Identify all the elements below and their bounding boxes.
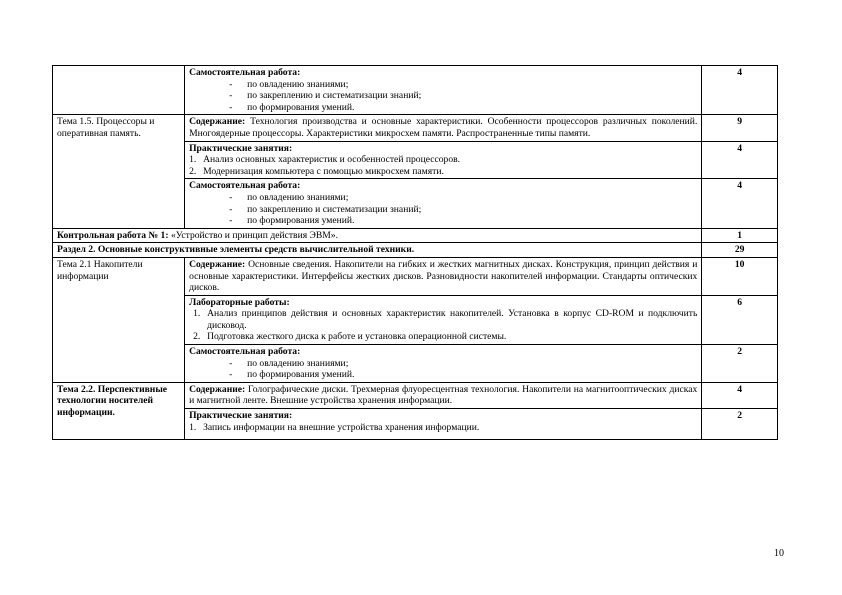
hours-cell: 10 <box>702 257 778 295</box>
hours-cell: 1 <box>702 228 778 243</box>
section-label: Самостоятельная работа: <box>189 180 301 192</box>
topic-cell <box>53 66 185 115</box>
topic-title: Тема 2.2. Перспективные технологии носителей информации. <box>57 383 168 419</box>
list-item: - по формирования умений. <box>189 215 697 227</box>
list-item: - по формирования умений. <box>189 102 697 114</box>
section-label: Лабораторные работы: <box>189 296 290 308</box>
list-item-text: Анализ принципов действия и основных характеристик накопителей. Установка в корпус CD-ROM и подключить дисковод. <box>207 308 698 331</box>
section-label: Самостоятельная работа: <box>189 346 301 358</box>
section-label: Практические занятия: <box>189 142 293 154</box>
list-item: - по овладению знаниями; <box>189 358 697 370</box>
list-item: 1. Анализ основных характеристик и особенностей процессоров. <box>189 154 461 166</box>
list-item-text: Модернизация компьютера с помощью микросхем памяти. <box>203 165 444 177</box>
content-cell <box>185 345 702 383</box>
topic-cell <box>53 115 185 228</box>
hours-cell: 4 <box>702 141 778 179</box>
dash-list <box>189 79 697 114</box>
content-cell <box>185 409 702 440</box>
section-label: Контрольная работа № 1: <box>57 229 169 241</box>
hours-cell: 2 <box>702 345 778 383</box>
numbered-list <box>189 154 697 177</box>
content-cell <box>185 115 702 141</box>
topic-cell <box>53 382 185 439</box>
topic-title: Тема 2.1 Накопители информации <box>57 258 143 282</box>
page-number: 10 <box>774 548 784 559</box>
list-item: - по закреплению и систематизации знаний; <box>189 90 697 102</box>
topic-title: Тема 1.5. Процессоры и оперативная память. <box>57 116 155 139</box>
hours-cell: 29 <box>702 243 778 258</box>
content-cell <box>185 66 702 115</box>
list-item: 1. Анализ принципов действия и основных характеристик накопителей. Установка в корпус CD-ROM и подключить дисковод. <box>193 308 698 331</box>
table-row <box>53 228 778 243</box>
section-label: Содержание: <box>189 383 246 395</box>
list-item-text: Анализ основных характеристик и особенностей процессоров. <box>203 154 461 166</box>
content-cell <box>185 382 702 408</box>
list-item-text: Подготовка жесткого диска к работе и установка операционной системы. <box>207 331 507 343</box>
section-label: Самостоятельная работа: <box>189 67 301 78</box>
section-heading-cell: Раздел 2. Основные конструктивные элементы средств вычислительной техники. <box>53 243 702 258</box>
content-cell <box>185 295 702 344</box>
list-item: 2. Подготовка жесткого диска к работе и установка операционной системы. <box>193 331 507 343</box>
list-item: - по овладению знаниями; <box>189 192 697 204</box>
control-work-cell <box>53 228 702 243</box>
dash-list <box>189 358 697 381</box>
table-row <box>53 243 778 258</box>
table-row <box>53 66 778 115</box>
topic-cell <box>53 257 185 382</box>
content-cell <box>185 257 702 295</box>
hours-cell: 4 <box>702 179 778 228</box>
hours-cell: 4 <box>702 382 778 408</box>
list-item: 2. Модернизация компьютера с помощью микросхем памяти. <box>189 165 444 177</box>
list-item: - по закреплению и систематизации знаний; <box>189 204 697 216</box>
hours-cell: 4 <box>702 66 778 115</box>
section-label: Содержание: <box>189 258 246 270</box>
content-text: Технология производства и основные характеристики. Особенности процессоров различных поколений. Многоядерные процессоры. Характеристики микросхем памяти. Распространенные типы памяти. <box>189 116 698 139</box>
dash-list <box>189 192 697 227</box>
content-text: Основные сведения. Накопители на гибких и жестких магнитных дисках. Конструкция, принцип действия и основные характеристики. Интерфейсы жестких дисков. Разновидности накопителей информации. Стандарты оптических дисков. <box>189 258 698 294</box>
list-item: - по формирования умений. <box>189 369 697 381</box>
content-cell <box>185 141 702 179</box>
content-cell <box>185 179 702 228</box>
list-item: 1. Запись информации на внешние устройства хранения информации. <box>189 421 480 433</box>
hours-cell: 9 <box>702 115 778 141</box>
hours-cell: 6 <box>702 295 778 344</box>
section-label: Содержание: <box>189 116 246 128</box>
table-row <box>53 382 778 408</box>
numbered-list <box>189 422 697 434</box>
table-row <box>53 257 778 295</box>
hours-cell: 2 <box>702 409 778 440</box>
curriculum-table <box>52 65 778 440</box>
list-item: - по овладению знаниями; <box>189 79 697 91</box>
content-text: Голографические диски. Трехмерная флуоресцентная технология. Накопители на магнитооптических дисках и магнитной ленте. Внешние устройства хранения информации. <box>189 383 698 407</box>
numbered-list <box>189 308 697 343</box>
list-item-text: Запись информации на внешние устройства хранения информации. <box>203 421 480 433</box>
table-row <box>53 115 778 141</box>
curriculum-table-wrapper <box>52 65 778 440</box>
section-label: Практические занятия: <box>189 410 293 422</box>
content-text: «Устройство и принцип действия ЭВМ». <box>170 229 338 241</box>
